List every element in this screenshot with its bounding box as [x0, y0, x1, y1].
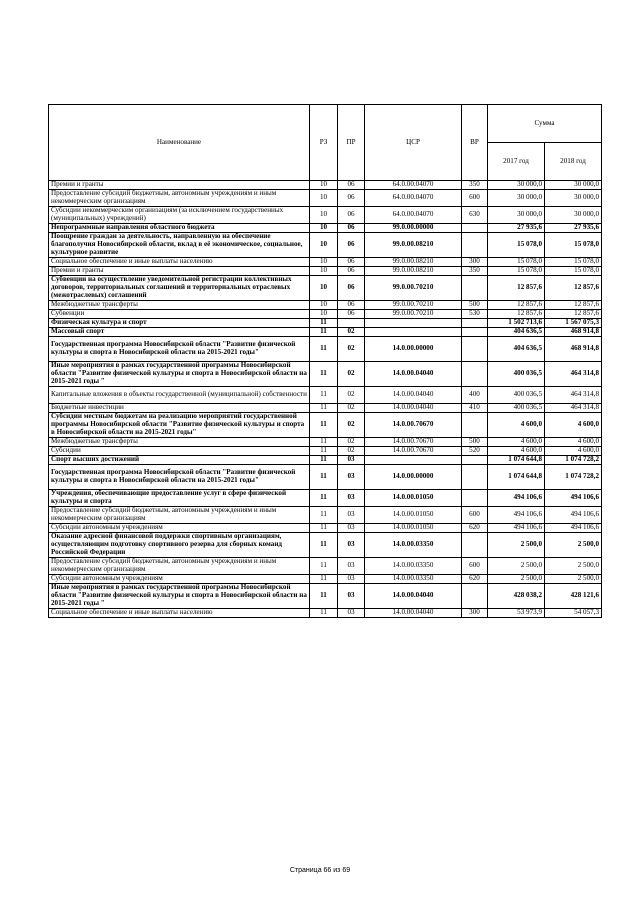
cell-name: Субсидии автономным учреждениям	[49, 575, 310, 584]
cell-name: Премии и гранты	[49, 181, 310, 190]
cell-pr: 06	[338, 310, 365, 319]
cell-name: Спорт высших достижений	[49, 456, 310, 465]
cell-2017: 12 857,6	[488, 301, 545, 310]
table-row	[49, 413, 602, 438]
cell-name: Межбюджетные трансферты	[49, 438, 310, 447]
cell-csr: 14.0.00.03350	[365, 533, 462, 558]
table-row	[49, 207, 602, 224]
cell-name: Субсидии некоммерческим организациям (за исключением государственных (муниципальных) учреждений)	[49, 207, 310, 224]
cell-pr	[338, 319, 365, 328]
cell-csr: 64.0.00.04070	[365, 190, 462, 207]
cell-2018: 494 106,6	[545, 524, 602, 533]
cell-2017: 30 000,0	[488, 190, 545, 207]
cell-csr: 99.0.00.00000	[365, 224, 462, 233]
cell-csr: 14.0.00.04040	[365, 362, 462, 387]
cell-name: Бюджетные инвестиции	[49, 404, 310, 413]
table-row	[49, 533, 602, 558]
table-row	[49, 267, 602, 276]
budget-table	[48, 104, 602, 618]
cell-2017: 404 636,5	[488, 328, 545, 337]
table-row	[49, 387, 602, 404]
cell-csr	[365, 328, 462, 337]
cell-rz: 11	[310, 507, 338, 524]
table-row	[49, 224, 602, 233]
cell-pr: 06	[338, 181, 365, 190]
cell-pr: 02	[338, 404, 365, 413]
header-2018: 2018 год	[545, 143, 602, 181]
cell-2018: 1 567 075,3	[545, 319, 602, 328]
header-pr: ПР	[338, 105, 365, 181]
cell-2018: 494 106,6	[545, 490, 602, 507]
cell-2018: 464 314,8	[545, 387, 602, 404]
cell-rz: 11	[310, 438, 338, 447]
cell-2017: 404 636,5	[488, 337, 545, 362]
table-header	[49, 105, 602, 181]
cell-vr: 500	[462, 301, 488, 310]
cell-vr: 530	[462, 310, 488, 319]
cell-pr: 06	[338, 233, 365, 258]
cell-rz: 10	[310, 181, 338, 190]
cell-2017: 2 500,0	[488, 575, 545, 584]
table-row	[49, 319, 602, 328]
cell-rz: 11	[310, 337, 338, 362]
cell-2017: 15 078,0	[488, 258, 545, 267]
cell-name: Непрограммные направления областного бюджета	[49, 224, 310, 233]
cell-vr: 300	[462, 609, 488, 618]
cell-2018: 4 600,0	[545, 438, 602, 447]
cell-2017: 1 074 644,8	[488, 456, 545, 465]
cell-name: Массовый спорт	[49, 328, 310, 337]
cell-name: Иные мероприятия в рамках государственной программы Новосибирской области "Развитие физической культуры и спорта в Новосибирской области на 2015-2021 годы "	[49, 362, 310, 387]
cell-csr	[365, 456, 462, 465]
cell-csr	[365, 319, 462, 328]
cell-vr: 500	[462, 438, 488, 447]
cell-rz: 11	[310, 404, 338, 413]
table-row	[49, 190, 602, 207]
cell-name: Предоставление субсидий бюджетным, автономным учреждениям и иным некоммерческим организациям	[49, 507, 310, 524]
cell-name: Субвенции	[49, 310, 310, 319]
cell-2018: 2 500,0	[545, 575, 602, 584]
cell-pr: 03	[338, 490, 365, 507]
cell-2017: 12 857,6	[488, 310, 545, 319]
cell-rz: 10	[310, 224, 338, 233]
cell-pr: 06	[338, 207, 365, 224]
cell-csr: 99.0.00.70210	[365, 276, 462, 301]
cell-vr	[462, 533, 488, 558]
cell-vr: 410	[462, 404, 488, 413]
table-row	[49, 301, 602, 310]
cell-vr	[462, 224, 488, 233]
cell-vr	[462, 328, 488, 337]
cell-2017: 4 600,0	[488, 447, 545, 456]
cell-name: Социальное обеспечение и иные выплаты населению	[49, 609, 310, 618]
cell-2018: 12 857,6	[545, 310, 602, 319]
cell-2018: 428 121,6	[545, 584, 602, 609]
cell-rz: 11	[310, 456, 338, 465]
cell-name: Субсидии автономным учреждениям	[49, 524, 310, 533]
cell-2018: 4 600,0	[545, 413, 602, 438]
cell-rz: 11	[310, 387, 338, 404]
cell-2017: 428 038,2	[488, 584, 545, 609]
cell-name: Поощрение граждан за деятельность, направленную на обеспечение благополучия Новосибирской области, вклад в её экономическое, социальное, культурное развитие	[49, 233, 310, 258]
cell-2018: 4 600,0	[545, 447, 602, 456]
table-row	[49, 276, 602, 301]
cell-2017: 4 600,0	[488, 438, 545, 447]
cell-vr	[462, 233, 488, 258]
cell-name: Государственная программа Новосибирской области "Развитие физической культуры и спорта в Новосибирской области на 2015-2021 годы"	[49, 465, 310, 490]
cell-2018: 15 078,0	[545, 267, 602, 276]
cell-2017: 2 500,0	[488, 533, 545, 558]
cell-2017: 1 074 644,8	[488, 465, 545, 490]
header-rz: РЗ	[310, 105, 338, 181]
cell-vr	[462, 456, 488, 465]
table-row	[49, 456, 602, 465]
cell-2018: 27 935,6	[545, 224, 602, 233]
cell-2017: 400 036,5	[488, 404, 545, 413]
cell-2018: 494 106,6	[545, 507, 602, 524]
cell-2017: 400 036,5	[488, 362, 545, 387]
cell-csr: 14.0.00.04040	[365, 387, 462, 404]
cell-csr: 14.0.00.01050	[365, 524, 462, 533]
cell-pr: 02	[338, 447, 365, 456]
cell-pr: 06	[338, 276, 365, 301]
cell-vr	[462, 490, 488, 507]
cell-rz: 10	[310, 301, 338, 310]
cell-2017: 15 078,0	[488, 233, 545, 258]
cell-vr: 350	[462, 181, 488, 190]
cell-vr	[462, 319, 488, 328]
cell-2017: 12 857,6	[488, 276, 545, 301]
table-row	[49, 447, 602, 456]
cell-vr: 600	[462, 558, 488, 575]
cell-name: Иные мероприятия в рамках государственной программы Новосибирской области "Развитие физической культуры и спорта в Новосибирской области на 2015-2021 годы "	[49, 584, 310, 609]
cell-2018: 30 000,0	[545, 190, 602, 207]
cell-2017: 30 000,0	[488, 181, 545, 190]
header-csr: ЦСР	[365, 105, 462, 181]
cell-pr: 03	[338, 575, 365, 584]
cell-name: Государственная программа Новосибирской области "Развитие физической культуры и спорта в Новосибирской области на 2015-2021 годы"	[49, 337, 310, 362]
cell-vr: 400	[462, 387, 488, 404]
table-row	[49, 181, 602, 190]
cell-pr: 02	[338, 337, 365, 362]
cell-rz: 10	[310, 276, 338, 301]
table-row	[49, 337, 602, 362]
cell-csr: 14.0.00.03350	[365, 558, 462, 575]
cell-pr: 02	[338, 328, 365, 337]
cell-name: Субвенции на осуществление уведомительной регистрации коллективных договоров, территориальных соглашений и территориальных отраслевых (межотраслевых) соглашений	[49, 276, 310, 301]
cell-2017: 494 106,6	[488, 524, 545, 533]
cell-csr: 14.0.00.70670	[365, 438, 462, 447]
cell-csr: 14.0.00.70670	[365, 447, 462, 456]
cell-2018: 15 078,0	[545, 258, 602, 267]
cell-2018: 15 078,0	[545, 233, 602, 258]
cell-name: Физическая культура и спорт	[49, 319, 310, 328]
table-row	[49, 575, 602, 584]
cell-csr: 14.0.00.04040	[365, 584, 462, 609]
table-row	[49, 558, 602, 575]
cell-rz: 11	[310, 533, 338, 558]
cell-vr: 600	[462, 507, 488, 524]
cell-2018: 12 857,6	[545, 301, 602, 310]
cell-2018: 2 500,0	[545, 533, 602, 558]
cell-name: Оказание адресной финансовой поддержки спортивным организациям, осуществляющим подготовку спортивного резерва для сборных команд Российской Федерации	[49, 533, 310, 558]
table-row	[49, 507, 602, 524]
cell-2018: 468 914,8	[545, 328, 602, 337]
table-row	[49, 524, 602, 533]
cell-vr	[462, 337, 488, 362]
cell-2018: 30 000,0	[545, 207, 602, 224]
cell-pr: 03	[338, 465, 365, 490]
table-row	[49, 584, 602, 609]
cell-2017: 15 078,0	[488, 267, 545, 276]
cell-csr: 14.0.00.04040	[365, 609, 462, 618]
cell-2018: 1 074 728,2	[545, 465, 602, 490]
cell-vr: 600	[462, 190, 488, 207]
cell-rz: 11	[310, 609, 338, 618]
cell-vr: 630	[462, 207, 488, 224]
cell-vr: 300	[462, 258, 488, 267]
cell-2018: 54 057,3	[545, 609, 602, 618]
table-row	[49, 310, 602, 319]
cell-vr: 350	[462, 267, 488, 276]
cell-vr	[462, 362, 488, 387]
cell-rz: 11	[310, 447, 338, 456]
cell-vr: 620	[462, 575, 488, 584]
cell-2018: 1 074 728,2	[545, 456, 602, 465]
cell-rz: 11	[310, 362, 338, 387]
cell-2017: 400 036,5	[488, 387, 545, 404]
cell-2017: 494 106,6	[488, 490, 545, 507]
cell-rz: 11	[310, 524, 338, 533]
cell-csr: 99.0.00.08210	[365, 233, 462, 258]
cell-rz: 10	[310, 190, 338, 207]
table-row	[49, 490, 602, 507]
table-row	[49, 258, 602, 267]
cell-2017: 30 000,0	[488, 207, 545, 224]
cell-csr: 14.0.00.01050	[365, 507, 462, 524]
cell-2017: 27 935,6	[488, 224, 545, 233]
cell-rz: 11	[310, 490, 338, 507]
cell-name: Капитальные вложения в объекты государственной (муниципальной) собственности	[49, 387, 310, 404]
cell-2017: 1 502 713,6	[488, 319, 545, 328]
cell-name: Предоставление субсидий бюджетным, автономным учреждениям и иным некоммерческим организациям	[49, 190, 310, 207]
cell-name: Социальное обеспечение и иные выплаты населению	[49, 258, 310, 267]
cell-pr: 06	[338, 267, 365, 276]
cell-name: Субсидии местным бюджетам на реализацию мероприятий государственной программы Новосибирской области "Развитие физической культуры и спорта в Новосибирской области на 2015-2021 годы"	[49, 413, 310, 438]
table-row	[49, 362, 602, 387]
cell-rz: 10	[310, 233, 338, 258]
cell-2018: 468 914,8	[545, 337, 602, 362]
cell-rz: 11	[310, 319, 338, 328]
cell-csr: 14.0.00.04040	[365, 404, 462, 413]
table-row	[49, 404, 602, 413]
cell-pr: 03	[338, 456, 365, 465]
cell-name: Межбюджетные трансферты	[49, 301, 310, 310]
cell-rz: 10	[310, 258, 338, 267]
cell-pr: 06	[338, 190, 365, 207]
cell-rz: 11	[310, 465, 338, 490]
cell-name: Предоставление субсидий бюджетным, автономным учреждениям и иным некоммерческим организациям	[49, 558, 310, 575]
cell-csr: 99.0.00.08210	[365, 267, 462, 276]
cell-rz: 10	[310, 207, 338, 224]
cell-csr: 14.0.00.01050	[365, 490, 462, 507]
cell-2018: 12 857,6	[545, 276, 602, 301]
cell-csr: 64.0.00.04070	[365, 207, 462, 224]
table-row	[49, 438, 602, 447]
cell-pr: 03	[338, 533, 365, 558]
cell-csr: 14.0.00.00000	[365, 337, 462, 362]
cell-rz: 10	[310, 267, 338, 276]
cell-pr: 03	[338, 609, 365, 618]
table-row	[49, 233, 602, 258]
page-footer: Страница 66 из 69	[289, 867, 351, 874]
cell-vr: 520	[462, 447, 488, 456]
header-sum: Сумма	[488, 105, 602, 143]
cell-pr: 03	[338, 524, 365, 533]
cell-pr: 03	[338, 507, 365, 524]
cell-2017: 4 600,0	[488, 413, 545, 438]
cell-rz: 11	[310, 558, 338, 575]
cell-csr: 99.0.00.70210	[365, 301, 462, 310]
cell-2018: 2 500,0	[545, 558, 602, 575]
table-row	[49, 465, 602, 490]
cell-pr: 02	[338, 387, 365, 404]
cell-csr: 14.0.00.03350	[365, 575, 462, 584]
cell-pr: 06	[338, 224, 365, 233]
cell-vr	[462, 413, 488, 438]
cell-2017: 2 500,0	[488, 558, 545, 575]
table-row	[49, 609, 602, 618]
cell-vr	[462, 584, 488, 609]
cell-name: Субсидии	[49, 447, 310, 456]
cell-rz: 11	[310, 575, 338, 584]
cell-vr: 620	[462, 524, 488, 533]
cell-rz: 11	[310, 328, 338, 337]
cell-rz: 10	[310, 310, 338, 319]
cell-vr	[462, 465, 488, 490]
cell-csr: 99.0.00.70210	[365, 310, 462, 319]
cell-pr: 06	[338, 301, 365, 310]
cell-pr: 06	[338, 258, 365, 267]
cell-2017: 494 106,6	[488, 507, 545, 524]
table-body	[49, 181, 602, 618]
table-row	[49, 328, 602, 337]
cell-name: Премии и гранты	[49, 267, 310, 276]
header-name: Наименование	[49, 105, 310, 181]
cell-csr: 14.0.00.70670	[365, 413, 462, 438]
cell-pr: 03	[338, 558, 365, 575]
cell-pr: 02	[338, 413, 365, 438]
cell-pr: 02	[338, 362, 365, 387]
cell-2018: 464 314,8	[545, 362, 602, 387]
cell-csr: 14.0.00.00000	[365, 465, 462, 490]
cell-vr	[462, 276, 488, 301]
header-2017: 2017 год	[488, 143, 545, 181]
cell-2018: 464 314,8	[545, 404, 602, 413]
cell-csr: 99.0.00.08210	[365, 258, 462, 267]
cell-2018: 30 000,0	[545, 181, 602, 190]
cell-2017: 53 973,9	[488, 609, 545, 618]
cell-pr: 02	[338, 438, 365, 447]
cell-pr: 03	[338, 584, 365, 609]
cell-rz: 11	[310, 584, 338, 609]
header-vr: ВР	[462, 105, 488, 181]
cell-name: Учреждения, обеспечивающие предоставление услуг в сфере физической культуры и спорта	[49, 490, 310, 507]
cell-csr: 64.0.00.04070	[365, 181, 462, 190]
cell-rz: 11	[310, 413, 338, 438]
